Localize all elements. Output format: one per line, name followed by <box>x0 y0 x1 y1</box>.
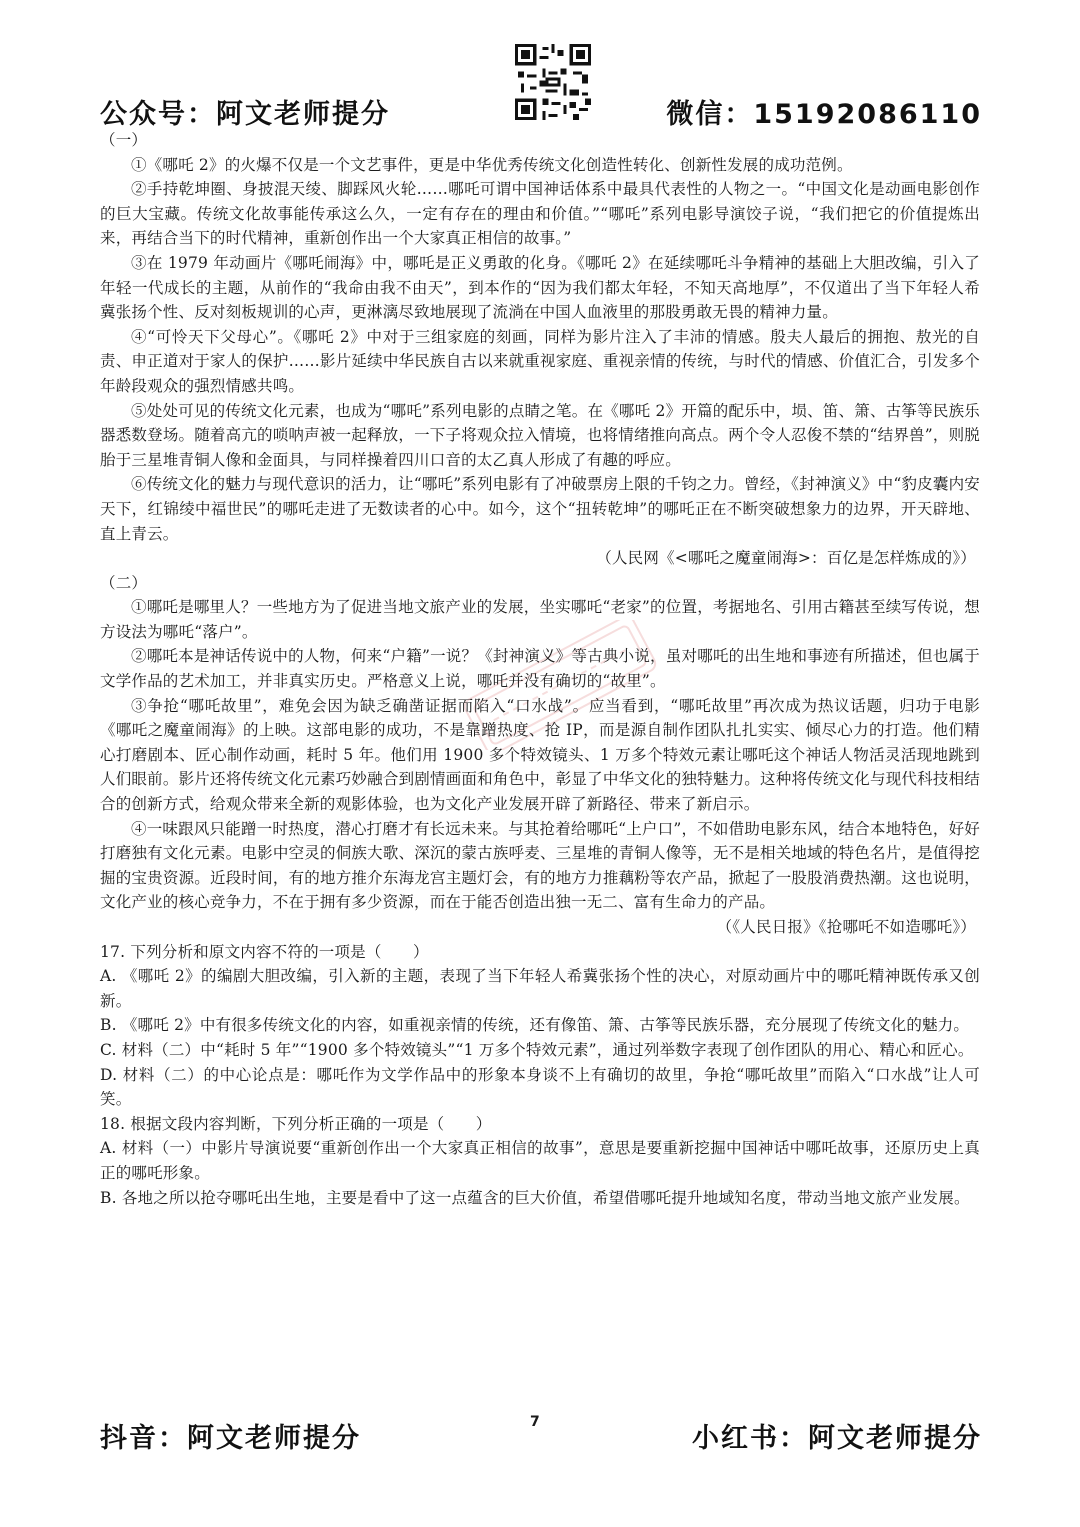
material-1-paragraph: ⑥传统文化的魅力与现代意识的活力，让“哪吒”系列电影有了冲破票房上限的千钧之力。曾经，《封神演义》中“豹皮囊内安天下，红锦绫中福世民”的哪吒走进了无数读者的心中。如今，这个“扭转乾坤”的哪吒正在不断突破想象力的边界，开天辟地、直上青云。 <box>100 475 980 543</box>
article-body <box>100 128 980 1210</box>
qr-code-icon <box>515 44 591 120</box>
header-left-text: 公众号：阿文老师提分 <box>100 99 390 130</box>
question-18-option-b: B. 各地之所以抢夺哪吒出生地，主要是看中了这一点蕴含的巨大价值，希望借哪吒提升地域知名度，带动当地文旅产业发展。 <box>100 1188 970 1207</box>
footer-left-text: 抖音：阿文老师提分 <box>100 1423 361 1454</box>
material-2-label: （二） <box>100 573 148 592</box>
material-1-paragraph: ④“可怜天下父母心”。《哪吒 2》中对于三组家庭的刻画，同样为影片注入了丰沛的情感。殷夫人最后的拥抱、敖光的自责、申正道对于家人的保护……影片延续中华民族自古以来就重视家庭、重视亲情的传统，与时代的情感、价值汇合，引发多个年龄段观众的强烈情感共鸣。 <box>100 327 980 395</box>
material-1-paragraph: ①《哪吒 2》的火爆不仅是一个文艺事件，更是中华优秀传统文化创造性转化、创新性发展的成功范例。 <box>131 155 853 174</box>
material-2-paragraph: ②哪吒本是神话传说中的人物，何来“户籍”一说？《封神演义》等古典小说，虽对哪吒的出生地和事迹有所描述，但也属于文学作品的艺术加工，并非真实历史。严格意义上说，哪吒并没有确切的“故里”。 <box>100 647 980 691</box>
material-2-source: （《人民日报》《抢哪吒不如造哪吒》） <box>716 918 976 936</box>
question-17-option-a: A. 《哪吒 2》的编剧大胆改编，引入新的主题，表现了当下年轻人希冀张扬个性的决心，对原动画片中的哪吒精神既传承又创新。 <box>100 967 980 1010</box>
material-1-label: （一） <box>100 131 148 149</box>
question-17-option-b: B. 《哪吒 2》中有很多传统文化的内容，如重视亲情的传统，还有像笛、箫、古筝等民族乐器，充分展现了传统文化的魅力。 <box>100 1016 970 1035</box>
material-1-paragraph: ②手持乾坤圈、身披混天绫、脚踩风火轮……哪吒可谓中国神话体系中最具代表性的人物之一。“中国文化是动画电影创作的巨大宝藏。传统文化故事能传承这么久，一定有存在的理由和价值。”“哪吒”系列电影导演饺子说，“我们把它的价值提炼出来，再结合当下的时代精神，重新创作出一个大家真正相信的故事。” <box>100 180 980 248</box>
question-17-stem: 17. 下列分析和原文内容不符的一项是（ ） <box>100 942 429 961</box>
question-18-stem: 18. 根据文段内容判断，下列分析正确的一项是（ ） <box>100 1114 492 1133</box>
material-2-paragraph: ③争抢“哪吒故里”，难免会因为缺乏确凿证据而陷入“口水战”。应当看到，“哪吒故里”再次成为热议话题，归功于电影《哪吒之魔童闹海》的上映。这部电影的成功，不是靠蹭热度、抢 IP，而是源自制作团队扎扎实实、倾尽心力的打造。他们精心打磨剧本、匠心制作动画，耗时 5 年。他们用 1900 多个特效镜头、1 万多个特效元素让哪吒这个神话人物活灵活现地跳到人们眼前。影片还将传统文化元素巧妙融合到剧情画面和角色中，彰显了中华文化的独特魅力。这种将传统文化与现代科技相结合的创新方式，给观众带来全新的观影体验，也为文化产业发展开辟了新路径、带来了新启示。 <box>100 696 980 814</box>
question-17-option-c: C. 材料（二）中“耗时 5 年”“1900 多个特效镜头”“1 万多个特效元素”，通过列举数字表现了创作团队的用心、精心和匠心。 <box>100 1040 974 1059</box>
material-2-paragraph: ①哪吒是哪里人？一些地方为了促进当地文旅产业的发展，坐实哪吒“老家”的位置，考据地名、引用古籍甚至续写传说，想方设法为哪吒“落户”。 <box>100 598 980 641</box>
material-2-paragraph: ④一味跟风只能蹭一时热度，潜心打磨才有长远未来。与其抢着给哪吒“上户口”，不如借助电影东风，结合本地特色，好好打磨独有文化元素。电影中空灵的侗族大歌、深沉的蒙古族呼麦、三星堆的青铜人像等，无不是相关地域的特色名片，是值得挖掘的宝贵资源。近段时间，有的地方推介东海龙宫主题灯会，有的地方力推藕粉等农产品，掀起了一股股消费热潮。这也说明，文化产业的核心竞争力，不在于拥有多少资源，而在于能否创造出独一无二、富有生命力的产品。 <box>100 819 980 912</box>
footer-right-text: 小红书：阿文老师提分 <box>692 1423 982 1454</box>
material-1-paragraph: ⑤处处可见的传统文化元素，也成为“哪吒”系列电影的点睛之笔。在《哪吒 2》开篇的配乐中，埙、笛、箫、古筝等民族乐器悉数登场。随着高亢的唢呐声被一起释放，一下子将观众拉入情境，也将情绪推向高点。两个令人忍俊不禁的“结界兽”，则脱胎于三星堆青铜人像和金面具，与同样操着四川口音的太乙真人形成了有趣的呼应。 <box>100 401 980 469</box>
question-18-option-a: A. 材料（一）中影片导演说要“重新创作出一个大家真正相信的故事”，意思是要重新挖掘中国神话中哪吒故事，还原历史上真正的哪吒形象。 <box>100 1139 980 1182</box>
material-1-paragraph: ③在 1979 年动画片《哪吒闹海》中，哪吒是正义勇敢的化身。《哪吒 2》在延续哪吒斗争精神的基础上大胆改编，引入了年轻一代成长的主题，从前作的“我命由我不由天”，到本作的“因为我们都太年轻，不知天高地厚”，不仅道出了当下年轻人希冀张扬个性、反对刻板规训的心声，更淋漓尽致地展现了流淌在中国人血液里的那股勇敢无畏的精神力量。 <box>100 253 980 322</box>
header-right-text: 微信：15192086110 <box>666 99 982 130</box>
question-17-option-d: D. 材料（二）的中心论点是：哪吒作为文学作品中的形象本身谈不上有确切的故里，争抢“哪吒故里”而陷入“口水战”让人可笑。 <box>100 1065 980 1109</box>
page-number: 7 <box>530 1414 540 1430</box>
material-1-source: （人民网《<哪吒之魔童闹海>：百亿是怎样炼成的》） <box>596 549 976 568</box>
